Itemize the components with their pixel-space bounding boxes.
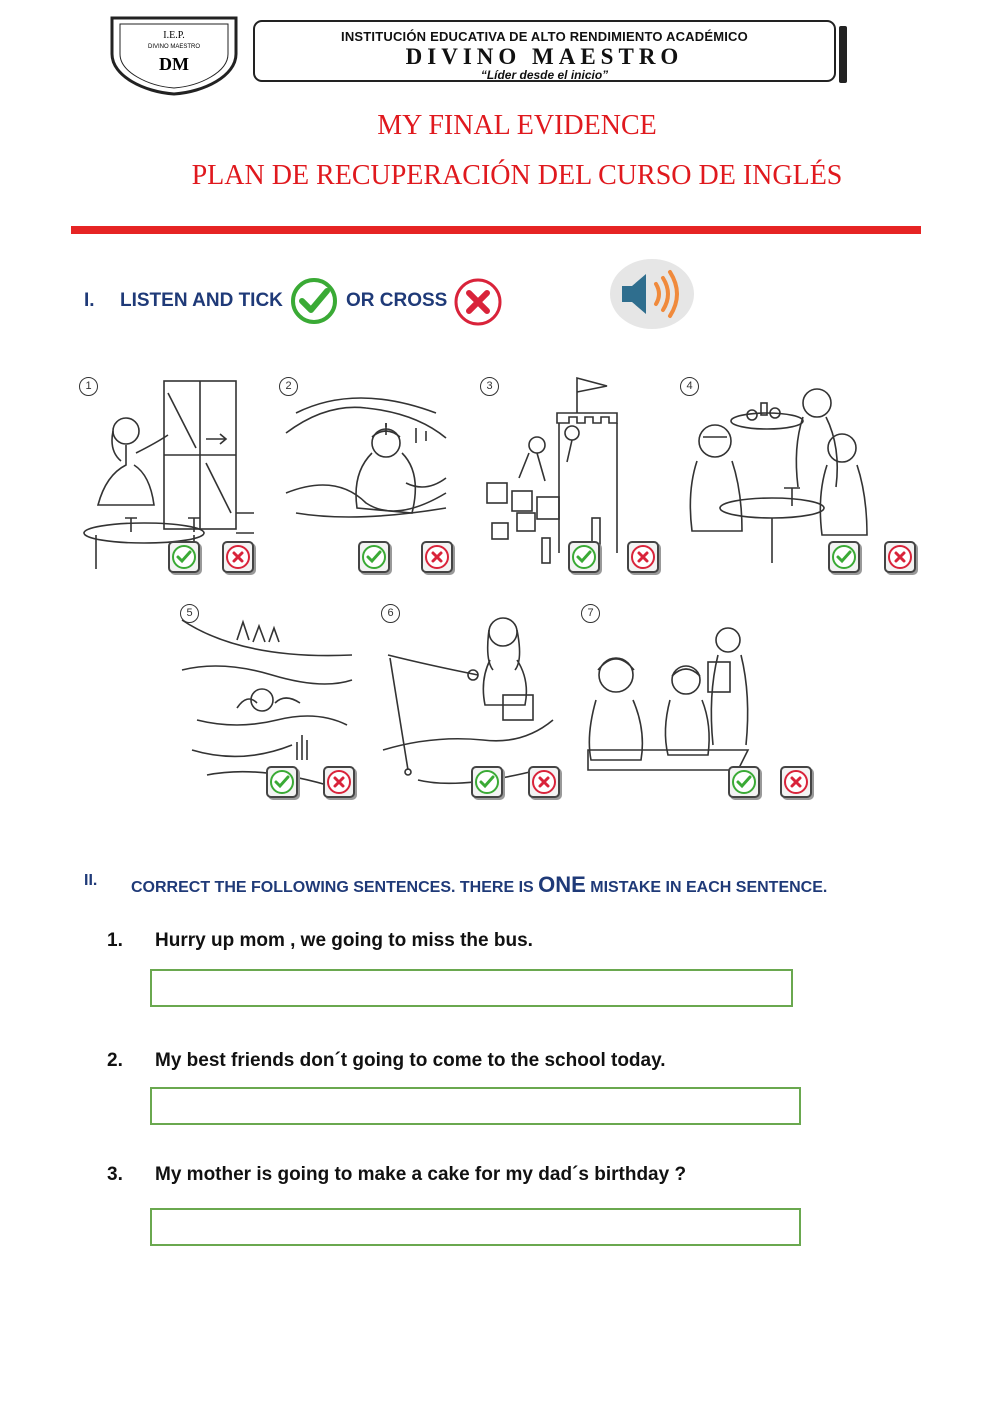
cross-button-6[interactable] xyxy=(528,766,560,798)
section2-instruction-before: CORRECT THE FOLLOWING SENTENCES. THERE IS xyxy=(131,879,534,896)
svg-text:DIVINO MAESTRO: DIVINO MAESTRO xyxy=(147,44,201,50)
svg-text:I.E.P.: I.E.P. xyxy=(163,30,185,41)
question-3-text: My mother is going to make a cake for my dad´s birthday ? xyxy=(155,1164,687,1185)
cross-button-1[interactable] xyxy=(222,541,254,573)
question-2-number: 2. xyxy=(107,1050,123,1071)
check-icon xyxy=(831,544,857,570)
cross-button-7[interactable] xyxy=(780,766,812,798)
question-3-number: 3. xyxy=(107,1164,123,1185)
section2-instruction-after: MISTAKE IN EACH SENTENCE. xyxy=(590,879,828,896)
cross-icon xyxy=(424,544,450,570)
picture-number: 4 xyxy=(680,377,699,396)
cross-icon xyxy=(531,769,557,795)
cross-button-3[interactable] xyxy=(627,541,659,573)
school-crest-logo xyxy=(108,14,240,96)
check-icon xyxy=(361,544,387,570)
section2-instruction-emphasis: ONE xyxy=(538,872,586,897)
audio-speaker-button[interactable] xyxy=(608,257,696,332)
question-1-number: 1. xyxy=(107,930,123,951)
section2-number: II. xyxy=(84,872,98,889)
picture-number: 3 xyxy=(480,377,499,396)
tick-button-3[interactable] xyxy=(568,541,600,573)
school-name: DIVINO MAESTRO xyxy=(405,44,684,69)
institution-line: INSTITUCIÓN EDUCATIVA DE ALTO RENDIMIENTO ACADÉMICO xyxy=(341,29,748,44)
school-motto: “Líder desde el inicio” xyxy=(480,68,609,82)
cross-button-4[interactable] xyxy=(884,541,916,573)
section1-number: I. xyxy=(84,290,95,311)
cross-icon xyxy=(326,769,352,795)
check-icon xyxy=(731,769,757,795)
answer-3-input[interactable] xyxy=(150,1208,801,1246)
check-icon xyxy=(571,544,597,570)
picture-number: 1 xyxy=(79,377,98,396)
header-shadow-bar xyxy=(839,26,847,83)
picture-number: 5 xyxy=(180,604,199,623)
tick-button-5[interactable] xyxy=(266,766,298,798)
check-icon xyxy=(171,544,197,570)
tick-button-6[interactable] xyxy=(471,766,503,798)
check-icon xyxy=(474,769,500,795)
tick-button-7[interactable] xyxy=(728,766,760,798)
question-1-text: Hurry up mom , we going to miss the bus. xyxy=(155,930,533,951)
picture-number: 2 xyxy=(279,377,298,396)
cross-button-5[interactable] xyxy=(323,766,355,798)
section1-heading: LISTEN AND TICK xyxy=(120,290,283,311)
tick-button-1[interactable] xyxy=(168,541,200,573)
picture-number: 7 xyxy=(581,604,600,623)
check-icon xyxy=(269,769,295,795)
cross-icon xyxy=(630,544,656,570)
picture-number: 6 xyxy=(381,604,400,623)
page-subtitle: PLAN DE RECUPERACIÓN DEL CURSO DE INGLÉS xyxy=(191,160,843,191)
tick-button-4[interactable] xyxy=(828,541,860,573)
section1-heading-cross: OR CROSS xyxy=(346,290,448,311)
answer-2-input[interactable] xyxy=(150,1087,801,1125)
cross-icon xyxy=(887,544,913,570)
cross-icon xyxy=(225,544,251,570)
section2-heading xyxy=(131,872,827,898)
title-divider xyxy=(71,226,921,234)
cross-example-icon xyxy=(453,277,503,327)
cross-icon xyxy=(783,769,809,795)
tick-example-icon xyxy=(290,277,338,325)
tick-button-2[interactable] xyxy=(358,541,390,573)
page-title: MY FINAL EVIDENCE xyxy=(377,110,657,141)
cross-button-2[interactable] xyxy=(421,541,453,573)
school-header-banner xyxy=(253,20,836,82)
answer-1-input[interactable] xyxy=(150,969,793,1007)
svg-text:DM: DM xyxy=(159,54,189,74)
question-2-text: My best friends don´t going to come to the school today. xyxy=(155,1050,666,1071)
